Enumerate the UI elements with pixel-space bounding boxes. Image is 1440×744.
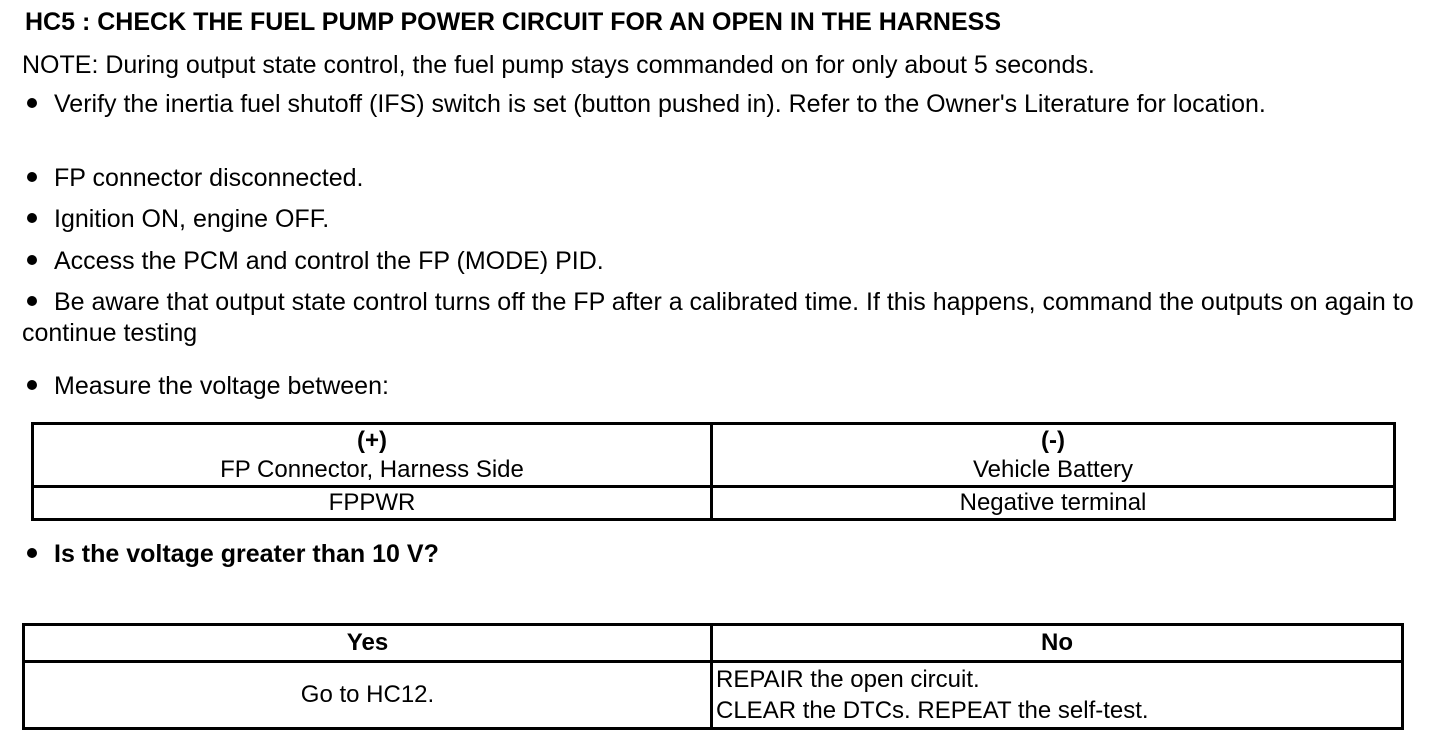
- bullet-text: Be aware that output state control turns off the FP after a calibrated time. If this happens, command the outputs on again to continue testing: [22, 288, 1414, 347]
- table-row: [24, 625, 1403, 662]
- bullet-dot-icon: [27, 380, 37, 390]
- bullet-item-measure: [22, 371, 1417, 402]
- negative-lead-label: Vehicle Battery: [972, 456, 1134, 483]
- bullet-text: FP connector disconnected.: [54, 164, 364, 192]
- positive-lead-label: FP Connector, Harness Side: [220, 456, 524, 483]
- bullet-item-access-pcm: [22, 246, 1417, 277]
- no-action-line: REPAIR the open circuit.: [716, 666, 980, 693]
- bullet-dot-icon: [27, 548, 37, 558]
- table-row: [33, 487, 1395, 520]
- positive-lead-value: FPPWR: [33, 487, 712, 520]
- bullet-dot-icon: [27, 213, 37, 223]
- table-row: [33, 424, 1395, 487]
- no-header: No: [712, 625, 1403, 662]
- yes-header: Yes: [24, 625, 712, 662]
- yes-action: Go to HC12.: [24, 662, 712, 729]
- bullet-dot-icon: [27, 172, 37, 182]
- bullet-text: Access the PCM and control the FP (MODE) PID.: [54, 247, 604, 275]
- question-text: Is the voltage greater than 10 V?: [54, 540, 439, 568]
- negative-lead-value: Negative terminal: [712, 487, 1395, 520]
- negative-lead-header: [712, 424, 1395, 487]
- positive-lead-header: [33, 424, 712, 487]
- no-action: [712, 662, 1403, 729]
- bullet-item-ignition: [22, 204, 1417, 235]
- bullet-dot-icon: [27, 296, 37, 306]
- bullet-item-question: [22, 539, 1417, 570]
- step-title: HC5 : CHECK THE FUEL PUMP POWER CIRCUIT FOR AN OPEN IN THE HARNESS: [25, 8, 1001, 36]
- bullet-text: Verify the inertia fuel shutoff (IFS) switch is set (button pushed in). Refer to the Owner's Literature for location.: [54, 90, 1266, 118]
- no-action-line: CLEAR the DTCs. REPEAT the self-test.: [716, 697, 1149, 724]
- bullet-dot-icon: [27, 98, 37, 108]
- answer-table: [22, 623, 1404, 730]
- table-row: [24, 662, 1403, 729]
- negative-sign: (-): [1041, 427, 1065, 454]
- bullet-item-fp-connector: [22, 163, 1417, 194]
- bullet-item-ifs-switch: [22, 89, 1417, 120]
- note-text: NOTE: During output state control, the fuel pump stays commanded on for only about 5 seconds.: [22, 51, 1095, 79]
- measurement-table: [31, 422, 1396, 521]
- bullet-item-output-state: [22, 287, 1417, 349]
- positive-sign: (+): [357, 427, 387, 454]
- bullet-text: Measure the voltage between:: [54, 372, 389, 400]
- bullet-text: Ignition ON, engine OFF.: [54, 205, 330, 233]
- bullet-dot-icon: [27, 255, 37, 265]
